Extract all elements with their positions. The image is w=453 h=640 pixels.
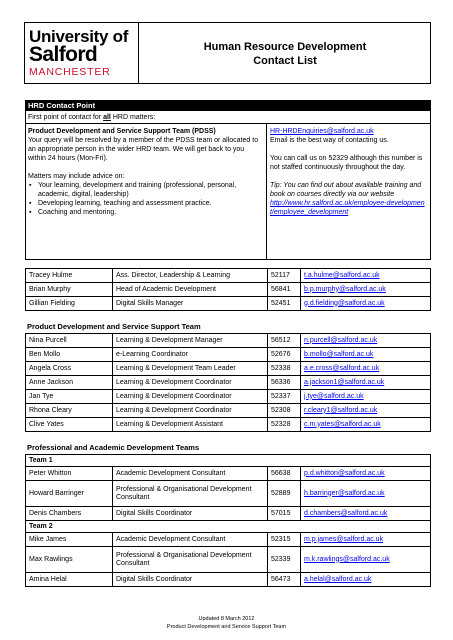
person-extension: 52337 — [268, 390, 301, 404]
person-extension: 56638 — [268, 467, 301, 481]
pdss-title: Product Development and Service Support Team (PDSS) — [28, 128, 216, 135]
leaders-table — [25, 268, 431, 311]
person-extension: 52451 — [268, 297, 301, 311]
person-email-link[interactable]: n.purcell@salford.ac.uk — [301, 334, 431, 348]
matters-heading: Matters may include advice on: — [28, 173, 125, 180]
person-role: Digital Skills Manager — [113, 297, 268, 311]
person-email-link[interactable]: h.barringer@salford.ac.uk — [301, 481, 431, 507]
table-row — [26, 297, 431, 311]
pdss-heading: Product Development and Service Support Team — [27, 322, 201, 331]
person-extension: 52308 — [268, 404, 301, 418]
person-name: Denis Chambers — [26, 507, 113, 521]
person-role: Digital Skills Coordinator — [113, 573, 268, 587]
first-point-post: HRD matters: — [110, 114, 156, 121]
hrd-divider — [25, 123, 431, 124]
person-role: Learning & Development Coordinator — [113, 404, 268, 418]
person-role: e-Learning Coordinator — [113, 348, 268, 362]
person-email-link[interactable]: j.tye@salford.ac.uk — [301, 390, 431, 404]
pdss-text: Your query will be resolved by a member of the PDSS team or allocated to an appropriate person in the wider HRD team. We will get back to you within 24 hours (Mon-Fri). — [28, 137, 259, 162]
first-point-bold: all — [103, 114, 111, 121]
person-email-link[interactable]: d.chambers@salford.ac.uk — [301, 507, 431, 521]
person-name: Brian Murphy — [26, 283, 113, 297]
person-email-link[interactable]: b.p.murphy@salford.ac.uk — [301, 283, 431, 297]
person-email-link[interactable]: m.k.rawlings@salford.ac.uk — [301, 547, 431, 573]
person-name: Howard Barringer — [26, 481, 113, 507]
person-email-link[interactable]: b.mollo@salford.ac.uk — [301, 348, 431, 362]
person-email-link[interactable]: r.cleary1@salford.ac.uk — [301, 404, 431, 418]
person-role: Digital Skills Coordinator — [113, 507, 268, 521]
table-row — [26, 269, 431, 283]
person-role: Ass. Director, Leadership & Learning — [113, 269, 268, 283]
person-name: Gillian Fielding — [26, 297, 113, 311]
person-name: Jan Tye — [26, 390, 113, 404]
person-role: Learning & Development Team Leader — [113, 362, 268, 376]
first-point-pre: First point of contact for — [28, 114, 104, 121]
person-role: Learning & Development Manager — [113, 334, 268, 348]
table-row — [26, 547, 431, 573]
hrd-email-link[interactable]: HR-HRDEnquiries@salford.ac.uk — [270, 128, 374, 135]
person-role: Professional & Organisational Development Consultant — [113, 547, 268, 573]
header-divider — [138, 22, 139, 84]
table-row — [26, 362, 431, 376]
person-email-link[interactable]: g.d.fielding@salford.ac.uk — [301, 297, 431, 311]
first-point-text — [28, 113, 155, 122]
team-label-row — [26, 521, 431, 533]
contact-info — [270, 127, 428, 217]
person-extension: 52676 — [268, 348, 301, 362]
person-email-link[interactable]: a.helal@salford.ac.uk — [301, 573, 431, 587]
table-row — [26, 376, 431, 390]
person-role: Learning & Development Coordinator — [113, 376, 268, 390]
person-name: Mike James — [26, 533, 113, 547]
person-role: Head of Academic Development — [113, 283, 268, 297]
person-role: Academic Development Consultant — [113, 533, 268, 547]
footer-updated: Updated 8 March 2012 — [198, 616, 255, 622]
person-name: Anne Jackson — [26, 376, 113, 390]
table-row — [26, 404, 431, 418]
person-name: Tracey Hulme — [26, 269, 113, 283]
person-extension: 52117 — [268, 269, 301, 283]
person-extension: 56473 — [268, 573, 301, 587]
tip-link[interactable]: http://www.hr.salford.ac.uk/employee-development/employee_development — [270, 200, 425, 216]
person-extension: 56336 — [268, 376, 301, 390]
person-role: Learning & Development Assistant — [113, 418, 268, 432]
email-note: Email is the best way of contacting us. — [270, 137, 389, 144]
pdss-body — [26, 334, 431, 432]
table-row — [26, 283, 431, 297]
person-name: Max Rawlings — [26, 547, 113, 573]
team-label: Team 2 — [26, 521, 431, 533]
logo-line-1: University of — [29, 27, 129, 46]
person-role: Learning & Development Coordinator — [113, 390, 268, 404]
hrd-contact-bar — [25, 100, 431, 111]
team-label: Team 1 — [26, 455, 431, 467]
person-name: Nina Purcell — [26, 334, 113, 348]
person-email-link[interactable]: c.m.yates@salford.ac.uk — [301, 418, 431, 432]
hrd-column-divider — [266, 124, 267, 260]
matters-item: ▪ Coaching and mentoring. — [38, 208, 264, 217]
page-subtitle: Contact List — [253, 55, 317, 67]
table-row — [26, 533, 431, 547]
table-row — [26, 573, 431, 587]
pdss-table — [25, 333, 431, 432]
hrd-contact-label: HRD Contact Point — [28, 101, 96, 110]
person-name: Clive Yates — [26, 418, 113, 432]
person-extension: 52315 — [268, 533, 301, 547]
tip-text: Tip: You can find out about available training and book on courses directly via our website — [270, 182, 422, 198]
logo-line-3: MANCHESTER — [29, 66, 111, 78]
person-name: Amina Helal — [26, 573, 113, 587]
table-row — [26, 334, 431, 348]
person-email-link[interactable]: p.d.whitton@salford.ac.uk — [301, 467, 431, 481]
person-name: Rhona Cleary — [26, 404, 113, 418]
person-extension: 56841 — [268, 283, 301, 297]
person-email-link[interactable]: a.jackson1@salford.ac.uk — [301, 376, 431, 390]
person-name: Peter Whitton — [26, 467, 113, 481]
matters-list — [28, 181, 264, 217]
logo-line-2: Salford — [29, 43, 98, 66]
person-name: Ben Mollo — [26, 348, 113, 362]
person-extension: 52889 — [268, 481, 301, 507]
person-email-link[interactable]: a.e.cross@salford.ac.uk — [301, 362, 431, 376]
pdss-info — [28, 127, 264, 217]
person-extension: 52339 — [268, 547, 301, 573]
pad-body — [26, 455, 431, 587]
leaders-body — [26, 269, 431, 311]
table-row — [26, 467, 431, 481]
phone-note: You can call us on 52329 although this number is not staffed continuously throughout the day. — [270, 155, 423, 171]
pad-table — [25, 454, 431, 587]
person-name: Angela Cross — [26, 362, 113, 376]
person-role: Academic Development Consultant — [113, 467, 268, 481]
matters-item: ▪ Your learning, development and training (professional, personal, academic, digital, leadership) — [38, 181, 264, 199]
person-extension: 57015 — [268, 507, 301, 521]
pad-heading: Professional and Academic Development Teams — [27, 443, 200, 452]
page-title: Human Resource Development — [203, 41, 367, 53]
matters-item: ▪ Developing learning, teaching and assessment practice. — [38, 199, 264, 208]
footer-team: Product Development and Service Support Team — [166, 624, 287, 630]
person-email-link[interactable]: t.a.hulme@salford.ac.uk — [301, 269, 431, 283]
person-email-link[interactable]: m.p.james@salford.ac.uk — [301, 533, 431, 547]
table-row — [26, 507, 431, 521]
table-row — [26, 481, 431, 507]
person-role: Professional & Organisational Development Consultant — [113, 481, 268, 507]
table-row — [26, 348, 431, 362]
table-row — [26, 418, 431, 432]
team-label-row — [26, 455, 431, 467]
person-extension: 56512 — [268, 334, 301, 348]
person-extension: 52338 — [268, 362, 301, 376]
person-extension: 52328 — [268, 418, 301, 432]
table-row — [26, 390, 431, 404]
